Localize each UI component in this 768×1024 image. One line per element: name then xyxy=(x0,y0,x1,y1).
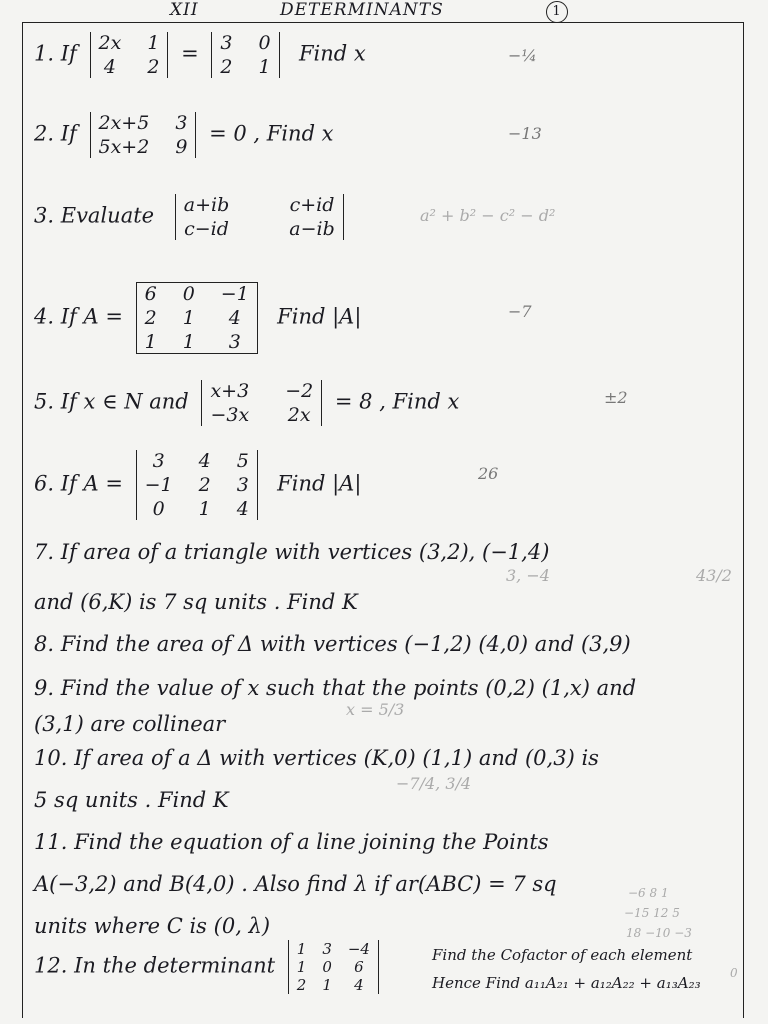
question-3: 3. Evaluate a+ib c+id c−id a−ib xyxy=(34,194,350,240)
q8-answer: 43/2 xyxy=(696,566,732,585)
q7-answer: 3, −4 xyxy=(506,566,550,585)
question-11-line-3: units where C is (0, λ) xyxy=(34,914,271,938)
q12-text-line-2: Hence Find a₁₁A₂₁ + a₁₂A₂₂ + a₁₃A₂₃ xyxy=(432,974,701,992)
q10-answer: −7/4, 3/4 xyxy=(396,774,472,793)
cofactor-row-3: 18 −10 −3 xyxy=(626,926,692,940)
question-9-line-1: 9. Find the value of x such that the points (0,2) (1,x) and xyxy=(34,676,637,700)
left-border xyxy=(22,22,23,1018)
q2-determinant: 2x+5 3 5x+2 9 xyxy=(90,112,197,158)
question-1: 1. If 2x 1 4 2 = 3 0 2 1 Find x xyxy=(34,32,366,78)
question-12: 12. In the determinant 1 3 −4 1 0 6 2 1 4 xyxy=(34,940,385,994)
question-7-line-1: 7. If area of a triangle with vertices (3,2), (−1,4) xyxy=(34,540,550,564)
question-7-line-2: and (6,K) is 7 sq units . Find K xyxy=(34,590,358,614)
q6-answer: 26 xyxy=(478,464,499,483)
class-label: XII xyxy=(170,0,199,20)
q12-answer: 0 xyxy=(730,966,738,980)
q1-answer: −¼ xyxy=(508,46,537,65)
q3-determinant: a+ib c+id c−id a−ib xyxy=(175,194,344,240)
q5-answer: ±2 xyxy=(604,388,628,407)
question-10-line-2: 5 sq units . Find K xyxy=(34,788,229,812)
q4-matrix: 6 0 −1 2 1 4 1 1 3 xyxy=(136,282,258,354)
question-2: 2. If 2x+5 3 5x+2 9 = 0 , Find x xyxy=(34,112,334,158)
page-title: DETERMINANTS xyxy=(280,0,444,20)
question-4: 4. If A = 6 0 −1 2 1 4 1 1 3 Find |A| xyxy=(34,283,362,353)
q2-answer: −13 xyxy=(508,124,542,143)
q6-determinant: 3 4 5 −1 2 3 0 1 4 xyxy=(136,450,258,520)
question-9-line-2: (3,1) are collinear xyxy=(34,712,226,736)
q5-determinant: x+3 −2 −3x 2x xyxy=(201,380,322,426)
q12-text-line-1: Find the Cofactor of each element xyxy=(432,946,693,964)
q1-lhs-determinant: 2x 1 4 2 xyxy=(90,32,169,78)
q1-rhs-determinant: 3 0 2 1 xyxy=(211,32,279,78)
page-number: 1 xyxy=(546,0,568,22)
question-10-line-1: 10. If area of a Δ with vertices (K,0) (1,1) and (0,3) is xyxy=(34,746,599,770)
q4-answer: −7 xyxy=(508,302,532,321)
right-border xyxy=(743,22,744,1018)
q12-determinant: 1 3 −4 1 0 6 2 1 4 xyxy=(288,940,379,994)
question-11-line-1: 11. Find the equation of a line joining the Points xyxy=(34,830,549,854)
question-8: 8. Find the area of Δ with vertices (−1,2) (4,0) and (3,9) xyxy=(34,632,631,656)
cofactor-row-2: −15 12 5 xyxy=(624,906,680,920)
q3-answer: a² + b² − c² − d² xyxy=(420,206,556,225)
question-6: 6. If A = 3 4 5 −1 2 3 0 1 4 Find |A| xyxy=(34,450,362,520)
cofactor-row-1: −6 8 1 xyxy=(628,886,669,900)
question-5: 5. If x ∈ N and x+3 −2 −3x 2x = 8 , Find x xyxy=(34,380,460,426)
question-11-line-2: A(−3,2) and B(4,0) . Also find λ if ar(ABC) = 7 sq xyxy=(34,872,557,896)
q9-answer: x = 5/3 xyxy=(346,700,405,719)
top-border xyxy=(22,22,744,23)
